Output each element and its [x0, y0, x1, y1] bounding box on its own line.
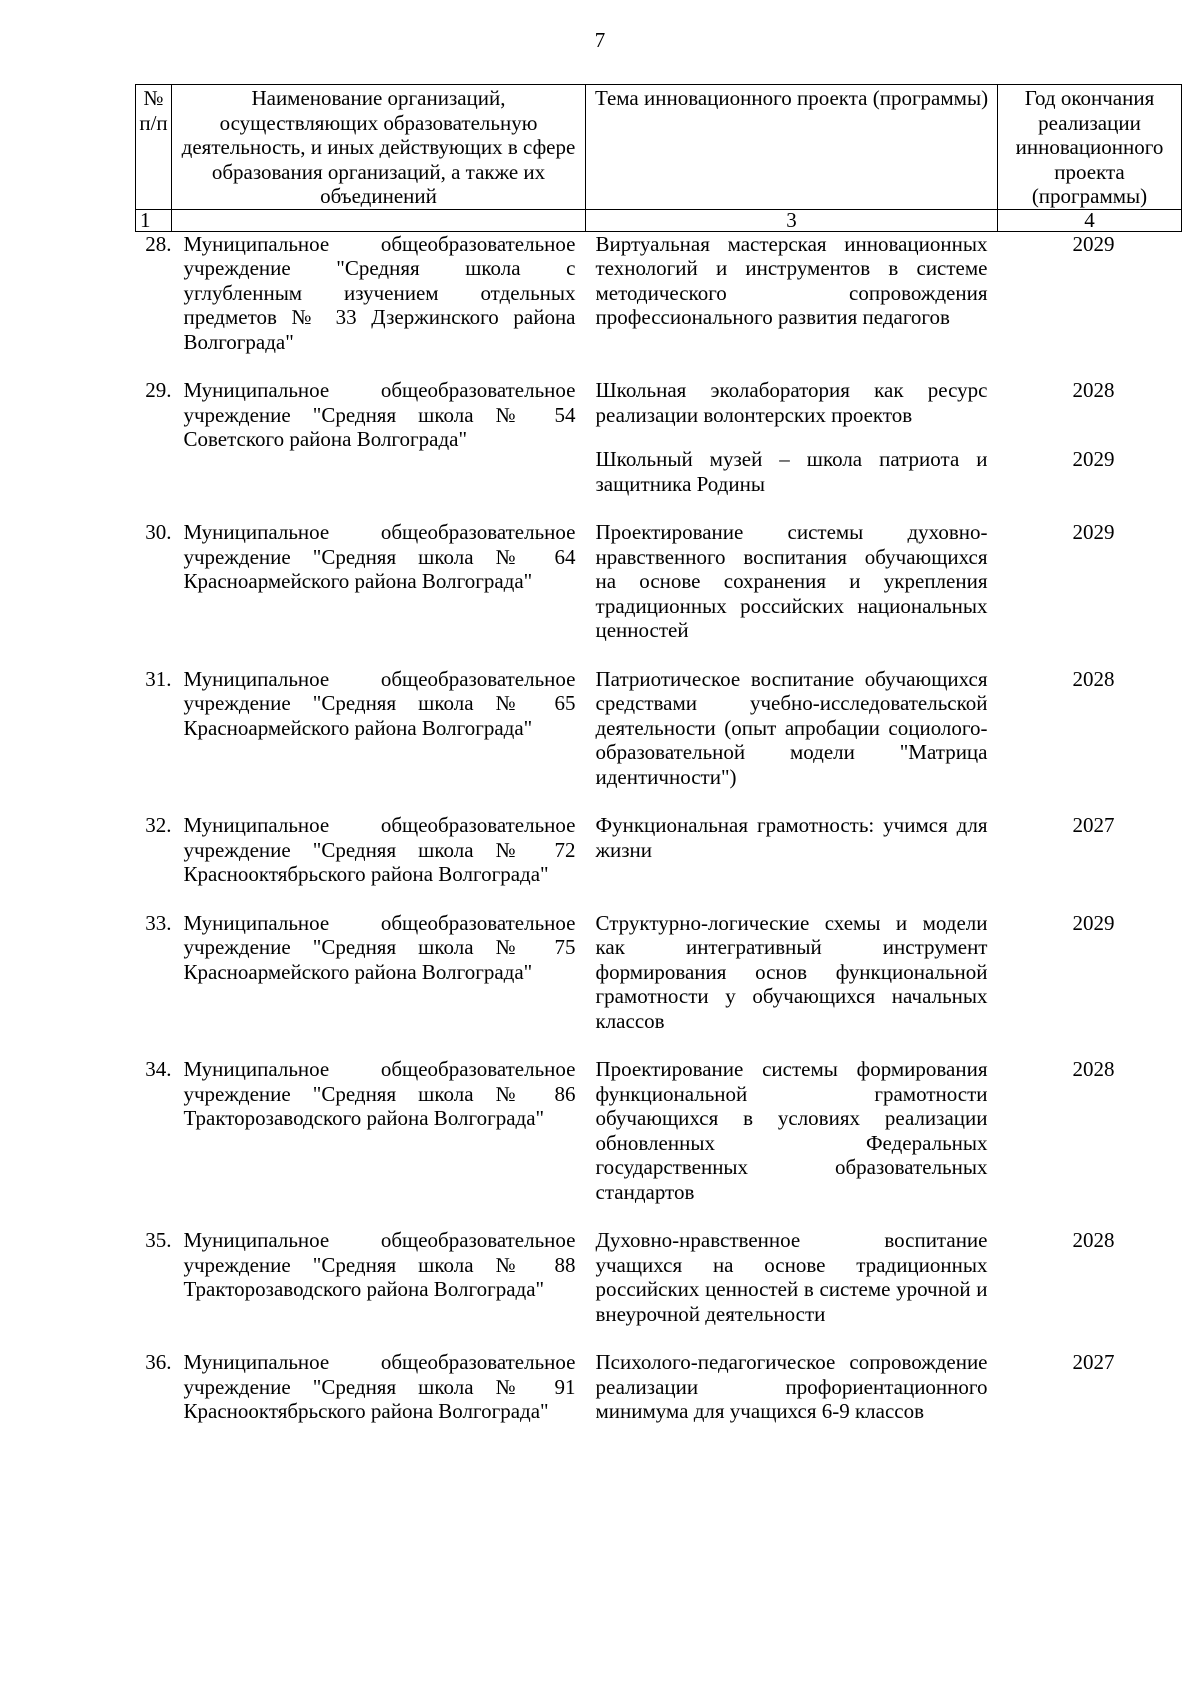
organization-name: Муниципальное общеобразовательное учреждение "Средняя школа № 91 Краснооктябрьского района Волгограда"	[183, 1350, 576, 1423]
end-year: 2029	[1072, 520, 1115, 544]
organization-name: Муниципальное общеобразовательное учреждение "Средняя школа № 64 Красноармейского района Волгограда"	[183, 520, 576, 593]
project-topic: Виртуальная мастерская инновационных технологий и инструментов в системе методического сопровождения профессионального развития педагогов	[595, 231, 988, 329]
project-topic: Духовно-нравственное воспитание учащихся на основе традиционных российских ценностей в системе урочной и внеурочной деятельности	[595, 1228, 988, 1326]
end-year: 2029	[1072, 447, 1115, 471]
column-number-3: 3	[586, 209, 998, 231]
table-row	[136, 667, 1182, 814]
row-number: 31.	[145, 666, 172, 691]
table-row	[136, 911, 1182, 1058]
table-row	[136, 1228, 1182, 1350]
page-number: 7	[594, 28, 606, 52]
project-topic: Структурно-логические схемы и модели как интегративный инструмент формирования основ функциональной грамотности у обучающихся начальных классов	[595, 910, 988, 1033]
innovation-projects-table	[135, 84, 1182, 1424]
end-year: 2028	[1072, 378, 1115, 402]
end-year: 2027	[1072, 813, 1115, 837]
project-topic: Патриотическое воспитание обучающихся средствами учебно-исследовательской деятельности (опыт апробации социолого-образовательной модели "Матрица идентичности")	[595, 666, 988, 789]
table-row	[136, 520, 1182, 667]
organization-name: Муниципальное общеобразовательное учреждение "Средняя школа № 88 Тракторозаводского района Волгограда"	[183, 1228, 576, 1301]
table-row	[136, 813, 1182, 911]
end-year: 2027	[1072, 1350, 1115, 1374]
organization-name: Муниципальное общеобразовательное учреждение "Средняя школа с углубленным изучением отдельных предметов № 33 Дзержинского района Волгограда"	[183, 231, 576, 354]
header-project-topic: Тема инновационного проекта (программы)	[586, 85, 998, 210]
project-topic: Школьный музей – школа патриота и защитника Родины	[595, 447, 988, 496]
column-number-2	[172, 209, 586, 231]
organization-name: Муниципальное общеобразовательное учреждение "Средняя школа № 54 Советского района Волгограда"	[183, 378, 576, 451]
column-number-4: 4	[998, 209, 1182, 231]
row-number: 35.	[145, 1228, 172, 1252]
end-year: 2028	[1072, 1057, 1115, 1081]
project-topic: Функциональная грамотность: учимся для жизни	[595, 813, 988, 862]
row-number: 30.	[145, 520, 172, 544]
project-topic: Психолого-педагогическое сопровождение реализации профориентационного минимума для учащихся 6-9 классов	[595, 1350, 988, 1423]
project-topic: Школьная эколаборатория как ресурс реализации волонтерских проектов	[595, 378, 988, 427]
row-number: 36.	[145, 1350, 172, 1374]
row-number: 29.	[145, 378, 172, 402]
organization-name: Муниципальное общеобразовательное учреждение "Средняя школа № 65 Красноармейского района Волгограда"	[183, 666, 576, 740]
project-topic: Проектирование системы формирования функциональной грамотности обучающихся в условиях реализации обновленных Федеральных государственных образовательных стандартов	[595, 1057, 988, 1204]
row-number: 33.	[145, 910, 172, 935]
project-topic: Проектирование системы духовно-нравственного воспитания обучающихся на основе сохранения и укрепления традиционных российских национальных ценностей	[595, 520, 988, 642]
header-end-year: Год окончания реализации инновационного проекта (программы)	[998, 85, 1182, 210]
table-header	[136, 85, 1182, 232]
end-year: 2028	[1072, 666, 1115, 691]
end-year: 2029	[1072, 910, 1115, 935]
table-row	[136, 378, 1182, 447]
row-number: 34.	[145, 1057, 172, 1081]
row-number: 28.	[145, 231, 172, 256]
end-year: 2029	[1072, 231, 1115, 256]
table-row	[136, 1350, 1182, 1424]
header-organization: Наименование организаций, осуществляющих образовательную деятельность, и иных действующих в сфере образования организаций, а также их объединений	[172, 85, 586, 210]
organization-name: Муниципальное общеобразовательное учреждение "Средняя школа № 75 Красноармейского района Волгограда"	[183, 910, 576, 984]
table-row	[136, 231, 1182, 378]
organization-name: Муниципальное общеобразовательное учреждение "Средняя школа № 72 Краснооктябрьского района Волгограда"	[183, 813, 576, 886]
table-row	[136, 1057, 1182, 1228]
row-number: 32.	[145, 813, 172, 837]
organization-name: Муниципальное общеобразовательное учреждение "Средняя школа № 86 Тракторозаводского района Волгограда"	[183, 1057, 576, 1130]
end-year: 2028	[1072, 1228, 1115, 1252]
header-number: № п/п	[136, 85, 172, 210]
column-number-1: 1	[136, 209, 172, 231]
